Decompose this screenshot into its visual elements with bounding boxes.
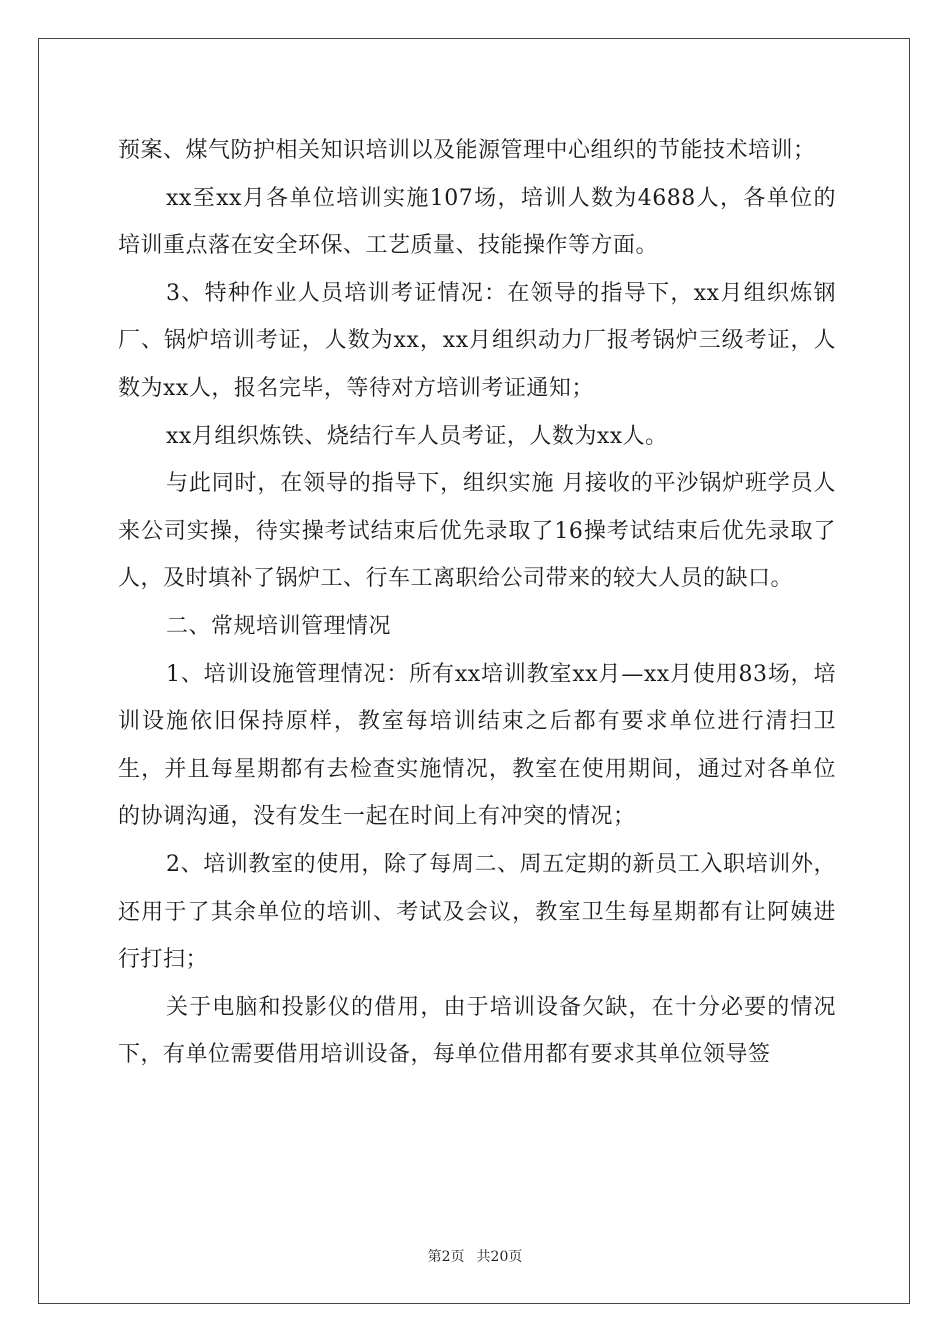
paragraph-5: 与此同时，在领导的指导下，组织实施 月接收的平沙锅炉班学员人来公司实操，待实操考试结束后优先录取了16操考试结束后优先录取了人，及时填补了锅炉工、行车工离职给公司带来的较大人员的缺口。	[118, 471, 836, 592]
page-total: 共20页	[476, 1249, 523, 1265]
paragraph-4: xx月组织炼铁、烧结行车人员考证，人数为xx人。	[166, 423, 668, 449]
paragraph-1: 预案、煤气防护相关知识培训以及能源管理中心组织的节能技术培训；	[118, 138, 816, 163]
paragraph-3: 3、特种作业人员培训考证情况：在领导的指导下，xx月组织炼钢厂、锅炉培训考证，人数为xx，xx月组织动力厂报考锅炉三级考证，人数为xx人，报名完毕，等待对方培训考证通知；	[118, 280, 836, 401]
paragraph-7: 1、培训设施管理情况：所有xx培训教室xx月—xx月使用83场，培训设施依旧保持原样，教室每培训结束之后都有要求单位进行清扫卫生，并且每星期都有去检查实施情况，教室在使用期间，通过对各单位的协调沟通，没有发生一起在时间上有冲突的情况；	[118, 661, 836, 830]
paragraph-2: xx至xx月各单位培训实施107场，培训人数为4688人，各单位的培训重点落在安全环保、工艺质量、技能操作等方面。	[118, 185, 836, 259]
section-heading: 二、常规培训管理情况	[166, 613, 392, 639]
page-footer	[0, 1246, 950, 1266]
paragraph-9: 关于电脑和投影仪的借用，由于培训设备欠缺，在十分必要的情况下，有单位需要借用培训设备，每单位借用都有要求其单位领导签	[118, 994, 836, 1068]
document-body	[118, 127, 836, 1079]
paragraph-8: 2、培训教室的使用，除了每周二、周五定期的新员工入职培训外，还用于了其余单位的培训、考试及会议，教室卫生每星期都有让阿姨进行打扫；	[118, 851, 836, 973]
page-number: 第2页	[427, 1249, 465, 1265]
